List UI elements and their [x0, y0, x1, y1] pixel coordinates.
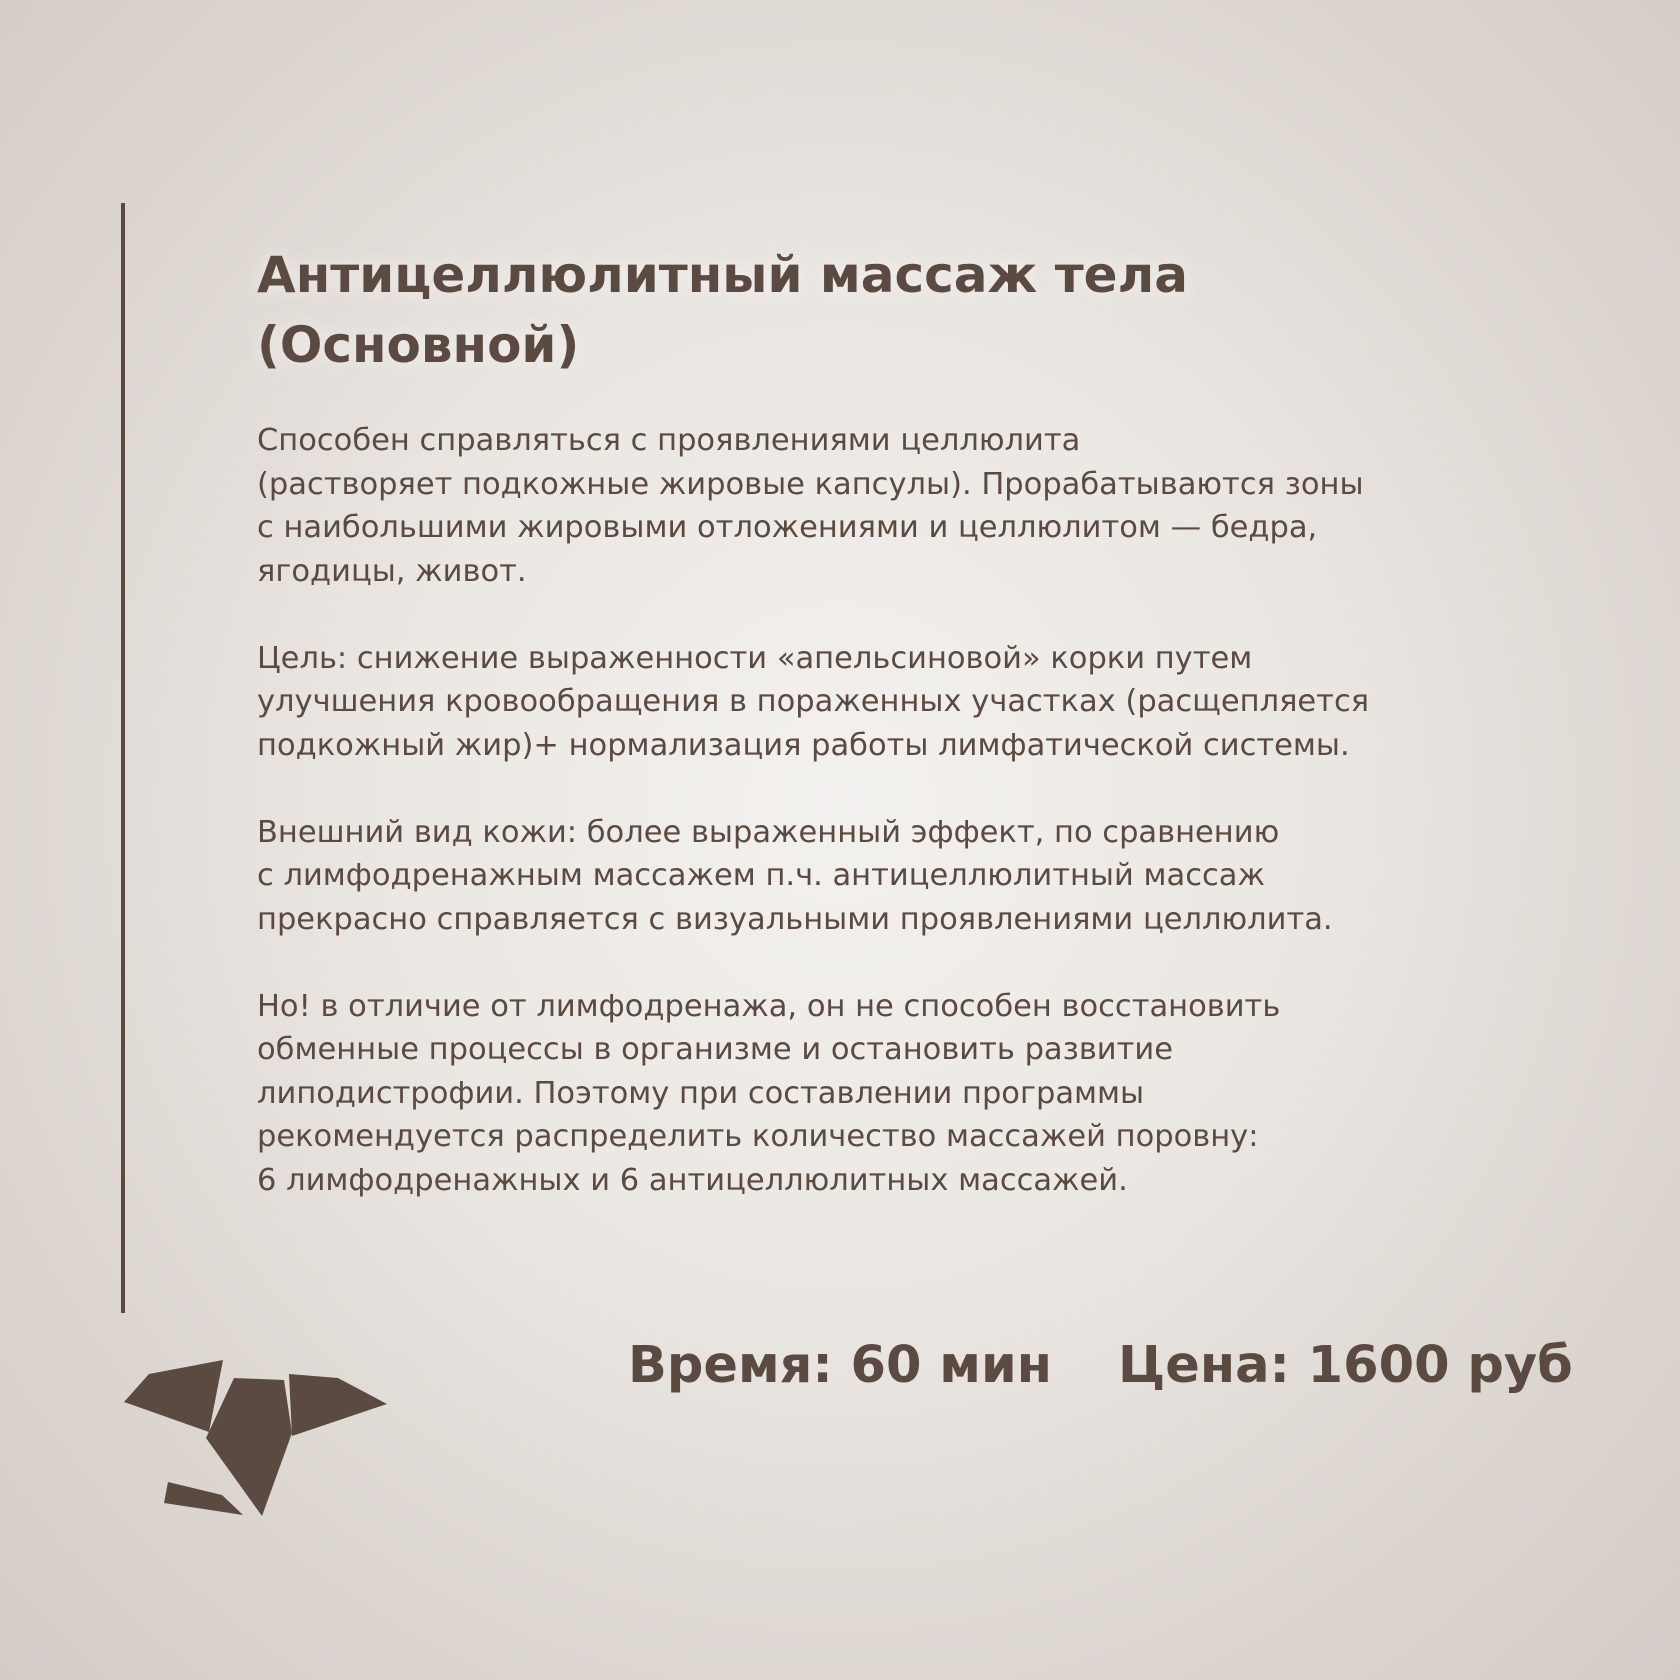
vertical-divider-line: [121, 203, 125, 1313]
duration-label: Время: 60 мин: [628, 1336, 1052, 1395]
text-line: Цель: снижение выраженности «апельсиновой» корки путем: [257, 640, 1253, 676]
text-line: улучшения кровообращения в пораженных участках (расщепляется: [257, 684, 1370, 719]
service-title-line-1: Антицеллюлитный массаж тела: [257, 246, 1188, 304]
geometric-brand-logo-icon: [124, 1358, 389, 1518]
text-line: рекомендуется распределить количество массажей поровну:: [257, 1119, 1259, 1154]
text-line: Способен справляться с проявлениями целлюлита: [257, 423, 1081, 458]
service-title: [257, 240, 1587, 380]
paragraph-goal: [257, 637, 1587, 768]
text-line: Внешний вид кожи: более выраженный эффект, по сравнению: [257, 814, 1280, 850]
text-line: (растворяет подкожные жировые капсулы). Прорабатываются зоны: [257, 466, 1364, 502]
text-line: липодистрофии. Поэтому при составлении программы: [257, 1075, 1145, 1111]
text-line: подкожный жир)+ нормализация работы лимфатической системы.: [257, 727, 1350, 763]
paragraph-note: [257, 985, 1587, 1203]
text-line: прекрасно справляется с визуальными проявлениями целлюлита.: [257, 901, 1333, 937]
text-line: ягодицы, живот.: [257, 553, 527, 589]
service-footer: [628, 1335, 1573, 1397]
paragraph-description: [257, 419, 1587, 593]
service-title-line-2: (Основной): [257, 316, 580, 374]
text-line: 6 лимфодренажных и 6 антицеллюлитных массажей.: [257, 1162, 1128, 1198]
text-line: обменные процессы в организме и остановить развитие: [257, 1032, 1173, 1067]
service-description: [257, 240, 1587, 1202]
text-line: с наибольшими жировыми отложениями и целлюлитом — бедра,: [257, 510, 1318, 545]
price-label: Цена: 1600 руб: [1117, 1336, 1573, 1395]
text-line: Но! в отличие от лимфодренажа, он не способен восстановить: [257, 988, 1281, 1024]
paragraph-skin-appearance: [257, 811, 1587, 942]
text-line: с лимфодренажным массажем п.ч. антицеллюлитный массаж: [257, 858, 1265, 893]
